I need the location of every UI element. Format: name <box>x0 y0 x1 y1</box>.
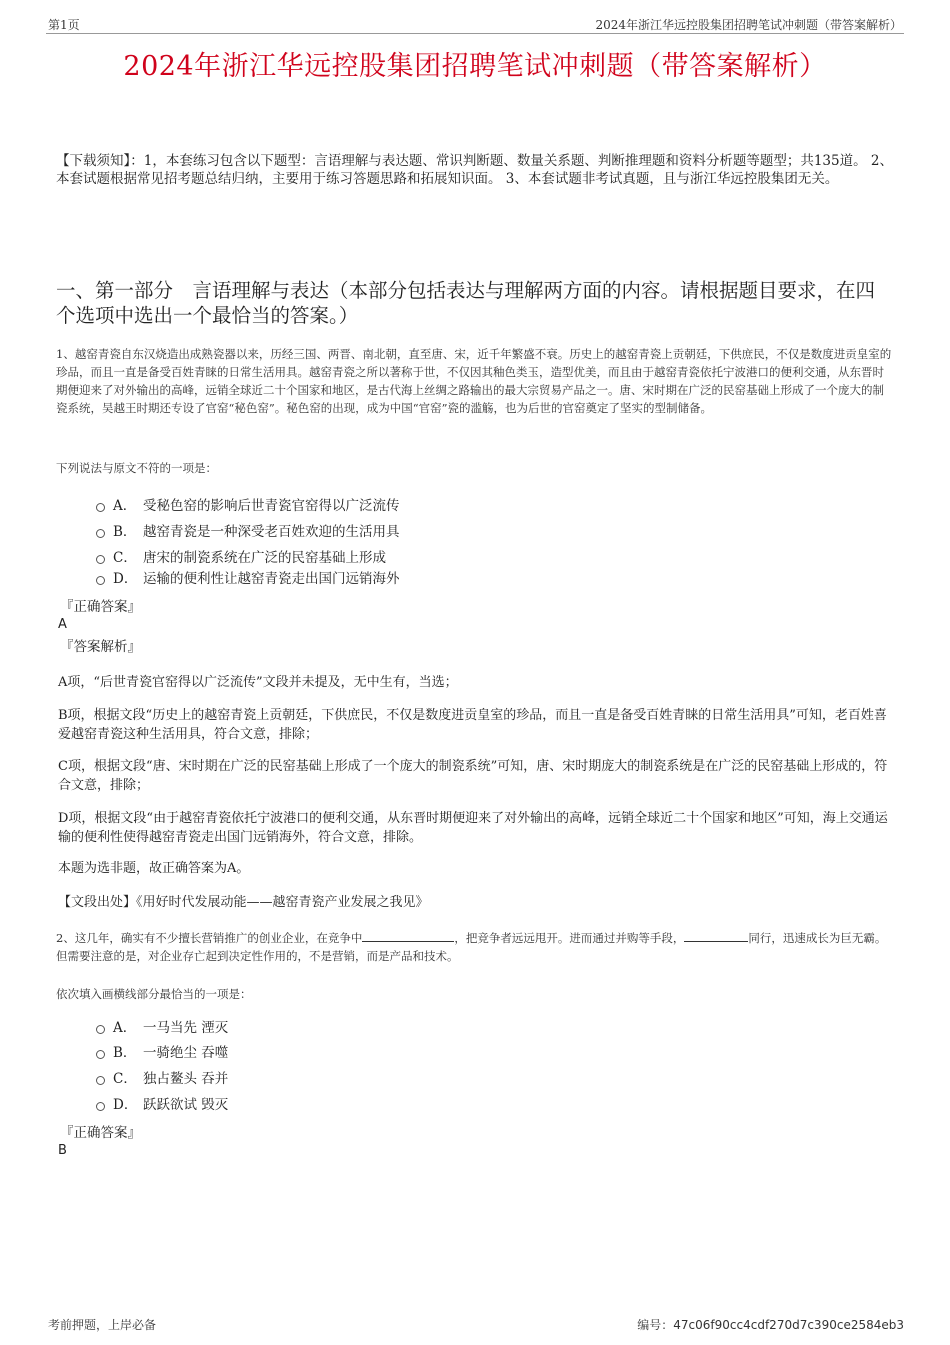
q1-analysis-b: B项，根据文段“历史上的越窑青瓷上贡朝廷，下供庶民，不仅是数度进贡皇室的珍品，而且一直是备受百姓青睐的日常生活用具”可知，老百姓喜爱越窑青瓷这种生活用具，符合文意，排除； <box>58 708 887 742</box>
radio-icon[interactable] <box>96 576 105 585</box>
radio-icon[interactable] <box>96 1076 105 1085</box>
radio-icon[interactable] <box>96 1102 105 1111</box>
page-number: 第1页 <box>48 18 80 32</box>
footer-code-label: 编号： <box>637 1318 674 1332</box>
q2-passage-part2: ，把竞争者远远甩开。进而通过并购等手段， <box>454 931 685 945</box>
q1-option-c[interactable] <box>96 548 386 568</box>
option-key: B． <box>113 1045 137 1061</box>
option-key: B． <box>113 524 137 540</box>
radio-icon[interactable] <box>96 555 105 564</box>
option-text: 唐宋的制瓷系统在广泛的民窑基础上形成 <box>143 550 386 566</box>
option-text: 越窑青瓷是一种深受老百姓欢迎的生活用具 <box>143 524 400 540</box>
q1-question: 下列说法与原文不符的一项是： <box>56 461 217 475</box>
radio-icon[interactable] <box>96 1025 105 1034</box>
blank-line <box>684 941 748 942</box>
blank-line <box>362 941 454 942</box>
header-doc-title: 2024年浙江华远控股集团招聘笔试冲刺题（带答案解析） <box>595 18 902 32</box>
q1-passage: 1、越窑青瓷自东汉烧造出成熟瓷器以来，历经三国、两晋、南北朝，直至唐、宋，近千年繁盛不衰。历史上的越窑青瓷上贡朝廷，下供庶民，不仅是数度进贡皇室的珍品，而且一直是备受百姓青睐的日常生活用具。越窑青瓷之所以著称于世，不仅因其釉色类玉，造型优美，而且由于越窑青瓷依托宁波港口的便利交通，从东晋时期便迎来了对外输出的高峰，远销全球近二十个国家和地区，是古代海上丝绸之路输出的最大宗贸易产品之一。唐、宋时期在广泛的民窑基础上形成了一个庞大的制瓷系统，吴越王时期还专设了官窑“秘色窑”。秘色窑的出现，成为中国“官窑”瓷的滥觞，也为后世的官窑奠定了坚实的型制储备。 <box>56 347 892 415</box>
radio-icon[interactable] <box>96 529 105 538</box>
q1-option-d[interactable] <box>96 569 400 589</box>
option-key: C． <box>113 1071 137 1087</box>
option-text: 跃跃欲试 毁灭 <box>143 1097 229 1113</box>
q1-analysis-a: A项，“后世青瓷官窑得以广泛流传”文段并未提及，无中生有，当选； <box>58 675 458 690</box>
option-text: 一马当先 湮灭 <box>143 1020 229 1036</box>
q2-option-a[interactable] <box>96 1018 228 1038</box>
option-key: A． <box>113 1020 137 1036</box>
option-key: D． <box>113 571 138 587</box>
footer-code-value: 47c06f90cc4cdf270d7c390ce2584eb3 <box>673 1318 904 1332</box>
download-notice: 【下载须知】：1，本套练习包含以下题型：言语理解与表达题、常识判断题、数量关系题、判断推理题和资料分析题等题型；共135道。 2、本套试题根据常见招考题总结归纳，主要用于练习答题思路和拓展知识面。 3、本套试题非考试真题，且与浙江华远控股集团无关。 <box>56 153 893 187</box>
option-text: 一骑绝尘 吞噬 <box>143 1045 229 1061</box>
q2-passage-part3: 同行，迅速成长为巨无霸。但需要注意的是，对企业存亡起到决定性作用的，不是营销，而是产品和技术。 <box>56 931 887 963</box>
option-text: 运输的便利性让越窑青瓷走出国门远销海外 <box>143 571 400 587</box>
option-key: C． <box>113 550 137 566</box>
option-text: 独占鳌头 吞并 <box>143 1071 229 1087</box>
option-key: A． <box>113 498 137 514</box>
section-heading: 一、第一部分 言语理解与表达（本部分包括表达与理解两方面的内容。请根据题目要求，在四个选项中选出一个最恰当的答案。） <box>56 279 876 327</box>
q1-analysis-c: C项，根据文段“唐、宋时期在广泛的民窑基础上形成了一个庞大的制瓷系统”可知，唐、宋时期庞大的制瓷系统是在广泛的民窑基础上形成的，符合文意，排除； <box>58 759 888 793</box>
q2-passage <box>56 929 892 965</box>
q1-option-a[interactable] <box>96 496 400 516</box>
option-key: D． <box>113 1097 138 1113</box>
q1-source: 【文段出处】《用好时代发展动能——越窑青瓷产业发展之我见》 <box>58 895 429 910</box>
q1-analysis-label: 『答案解析』 <box>60 639 141 655</box>
q1-answer-label: 『正确答案』 <box>60 599 141 615</box>
radio-icon[interactable] <box>96 1050 105 1059</box>
q2-option-c[interactable] <box>96 1069 228 1089</box>
q1-analysis-conclusion: 本题为选非题，故正确答案为A。 <box>58 861 250 876</box>
radio-icon[interactable] <box>96 503 105 512</box>
q2-answer: B <box>58 1143 67 1158</box>
footer-code <box>637 1316 904 1333</box>
option-text: 受秘色窑的影响后世青瓷官窑得以广泛流传 <box>143 498 400 514</box>
q1-analysis-d: D项，根据文段“由于越窑青瓷依托宁波港口的便利交通，从东晋时期便迎来了对外输出的高峰，远销全球近二十个国家和地区”可知，海上交通运输的便利性使得越窑青瓷走出国门远销海外，符合文意，排除。 <box>58 811 888 845</box>
document-title: 2024年浙江华远控股集团招聘笔试冲刺题（带答案解析） <box>123 51 827 82</box>
footer-slogan: 考前押题，上岸必备 <box>48 1318 157 1332</box>
q1-answer: A <box>58 617 67 632</box>
q2-option-d[interactable] <box>96 1095 228 1115</box>
q2-passage-part1: 2、这几年，确实有不少擅长营销推广的创业企业，在竞争中 <box>56 931 363 945</box>
header-divider <box>46 33 904 34</box>
q1-option-b[interactable] <box>96 522 400 542</box>
q2-answer-label: 『正确答案』 <box>60 1125 141 1141</box>
q2-option-b[interactable] <box>96 1043 228 1063</box>
q2-question: 依次填入画横线部分最恰当的一项是： <box>56 987 252 1001</box>
